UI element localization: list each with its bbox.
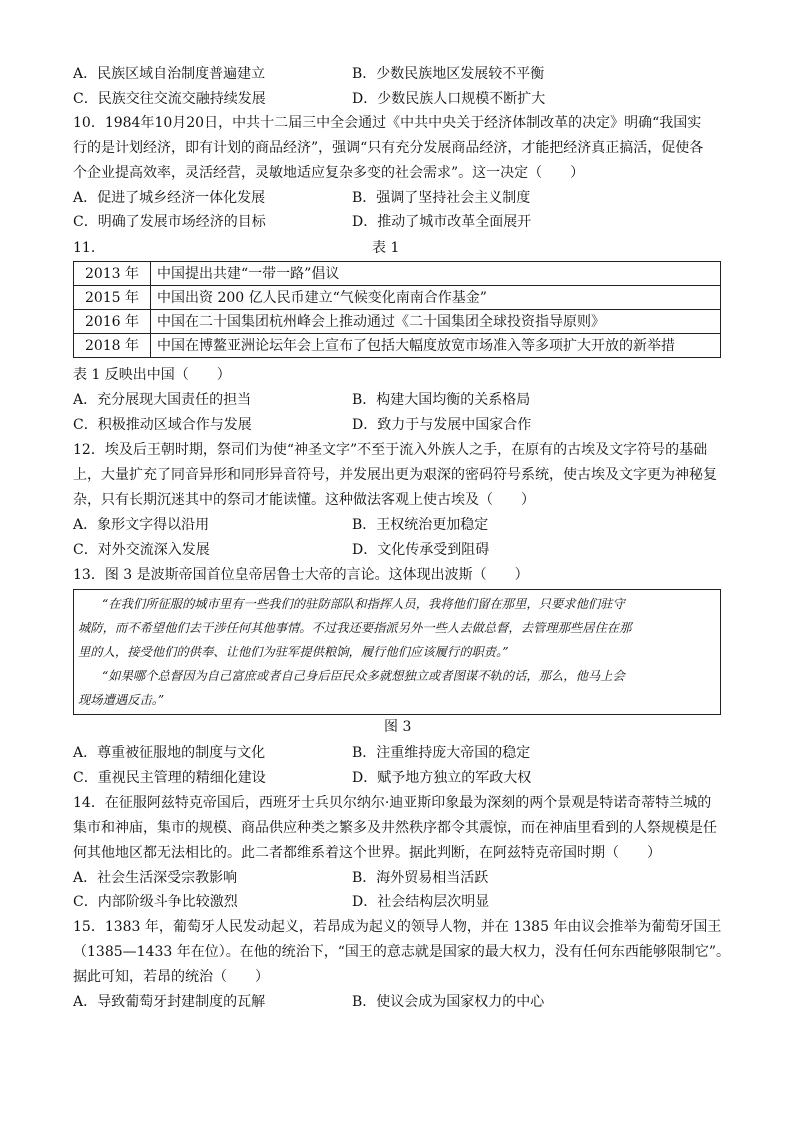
- q14-stem-line: 何其他地区都无法相比的。此二者都维系着这个世界。据此判断，在阿兹特克帝国时期（ ）: [73, 845, 661, 861]
- quote-box: [73, 589, 721, 715]
- q12-option-a: A．象形文字得以沿用: [73, 517, 210, 533]
- q11-option-c: C．积极推动区域合作与发展: [73, 417, 252, 433]
- q12-option-c: C．对外交流深入发展: [73, 542, 210, 558]
- q9-option-c: C．民族交往交流交融持续发展: [73, 91, 266, 107]
- q9-option-a: A．民族区域自治制度普遍建立: [73, 66, 266, 82]
- q11-stem: 表 1 反映出中国（ ）: [73, 367, 231, 383]
- q10-stem-line: 行的是计划经济，即有计划的商品经济”，强调“只有充分发展商品经济，才能把经济真正搞活，促使各: [73, 140, 704, 156]
- q12-option-b: B．王权统治更加稳定: [352, 517, 489, 533]
- table-cell-year: 2013 年: [74, 262, 151, 286]
- q12-stem-line: 上，大量扩充了同音异形和同形异音符号，并发展出更为艰深的密码符号系统，使古埃及文字更为神秘复: [73, 467, 717, 483]
- q14-stem-line: 14．在征服阿兹特克帝国后，西班牙士兵贝尔纳尔·迪亚斯印象最为深刻的两个景观是特诺奇蒂特兰城的: [73, 795, 712, 811]
- table-cell-event: 中国在二十国集团杭州峰会上推动通过《二十国集团全球投资指导原则》: [151, 310, 721, 334]
- q11-option-a: A．充分展现大国责任的担当: [73, 392, 252, 408]
- figure-caption: 图 3: [384, 719, 412, 735]
- q15-stem-line: 15．1383 年，葡萄牙人民发动起义，若昂成为起义的领导人物，并在 1385 年由议会推举为葡萄牙国王: [73, 919, 722, 935]
- table-cell-year: 2016 年: [74, 310, 151, 334]
- q12-option-d: D．文化传承受到阻碍: [352, 542, 490, 558]
- quote-line: 里的人，接受他们的供奉、让他们为驻军提供粮饷，履行他们应该履行的职责。”: [78, 645, 509, 659]
- q13-option-d: D．赋予地方独立的军政大权: [352, 770, 532, 786]
- q10-option-d: D．推动了城市改革全面展开: [352, 214, 532, 230]
- q13-stem: 13．图 3 是波斯帝国首位皇帝居鲁士大帝的言论。这体现出波斯（ ）: [73, 567, 529, 583]
- events-table: [73, 261, 721, 358]
- q14-option-b: B．海外贸易相当活跃: [352, 870, 489, 886]
- q13-option-b: B．注重维持庞大帝国的稳定: [352, 745, 531, 761]
- table-title: 表 1: [372, 240, 400, 256]
- q12-stem-line: 12．埃及后王朝时期，祭司们为使“神圣文字”不至于流入外族人之手，在原有的古埃及文字符号的基础: [73, 442, 708, 458]
- q15-option-b: B．使议会成为国家权力的中心: [352, 994, 545, 1010]
- quote-line: “如果哪个总督因为自己富庶或者自己身后臣民众多就想独立或者图谋不轨的话，那么，他马上会: [102, 669, 625, 683]
- q10-stem-line: 个企业提高效率，灵活经营，灵敏地适应复杂多变的社会需求”。这一决定（ ）: [73, 165, 585, 181]
- q15-stem-line: 据此可知，若昂的统治（ ）: [73, 969, 269, 985]
- table-row: [74, 262, 721, 286]
- q10-option-b: B．强调了坚持社会主义制度: [352, 190, 531, 206]
- table-cell-event: 中国提出共建“一带一路”倡议: [151, 262, 721, 286]
- table-row: [74, 310, 721, 334]
- q10-stem-line: 10．1984年10月20日，中共十二届三中全会通过《中共中央关于经济体制改革的决定》明确“我国实: [73, 115, 702, 131]
- q9-option-b: B．少数民族地区发展较不平衡: [352, 66, 545, 82]
- q14-stem-line: 集市和神庙，集市的规模、商品供应种类之繁多及井然秩序都令其震惊，而在神庙里看到的人祭规模是任: [73, 820, 717, 836]
- q15-stem-line: （1385—1433 年在位）。在他的统治下，“国王的意志就是国家的最大权力，没有任何东西能够限制它”。: [73, 944, 731, 960]
- q13-option-a: A．尊重被征服地的制度与文化: [73, 745, 266, 761]
- quote-line: 城防，而不希望他们去干涉任何其他事情。不过我还要指派另外一些人去做总督，去管理那些居住在那: [78, 621, 632, 635]
- table-row: [74, 286, 721, 310]
- q10-option-a: A．促进了城乡经济一体化发展: [73, 190, 266, 206]
- quote-line: 现场遭遇反击。”: [78, 693, 165, 707]
- table-row: [74, 334, 721, 358]
- table-cell-year: 2018 年: [74, 334, 151, 358]
- q13-option-c: C．重视民主管理的精细化建设: [73, 770, 266, 786]
- q12-stem-line: 杂，只有长期沉迷其中的祭司才能读懂。这种做法客观上使古埃及（ ）: [73, 492, 535, 508]
- q14-option-d: D．社会结构层次明显: [352, 894, 490, 910]
- q11-option-d: D．致力于与发展中国家合作: [352, 417, 532, 433]
- q9-option-d: D．少数民族人口规模不断扩大: [352, 91, 546, 107]
- table-cell-event: 中国出资 200 亿人民币建立“气候变化南南合作基金”: [151, 286, 721, 310]
- q10-option-c: C．明确了发展市场经济的目标: [73, 214, 266, 230]
- table-cell-year: 2015 年: [74, 286, 151, 310]
- table-cell-event: 中国在博鳌亚洲论坛年会上宣布了包括大幅度放宽市场准入等多项扩大开放的新举措: [151, 334, 721, 358]
- q11-number: 11．: [73, 240, 105, 256]
- q14-option-a: A．社会生活深受宗教影响: [73, 870, 238, 886]
- q15-option-a: A．导致葡萄牙封建制度的瓦解: [73, 994, 266, 1010]
- q11-option-b: B．构建大国均衡的关系格局: [352, 392, 531, 408]
- quote-line: “在我们所征服的城市里有一些我们的驻防部队和指挥人员，我将他们留在那里，只要求他们驻守: [102, 597, 625, 611]
- q14-option-c: C．内部阶级斗争比较激烈: [73, 894, 238, 910]
